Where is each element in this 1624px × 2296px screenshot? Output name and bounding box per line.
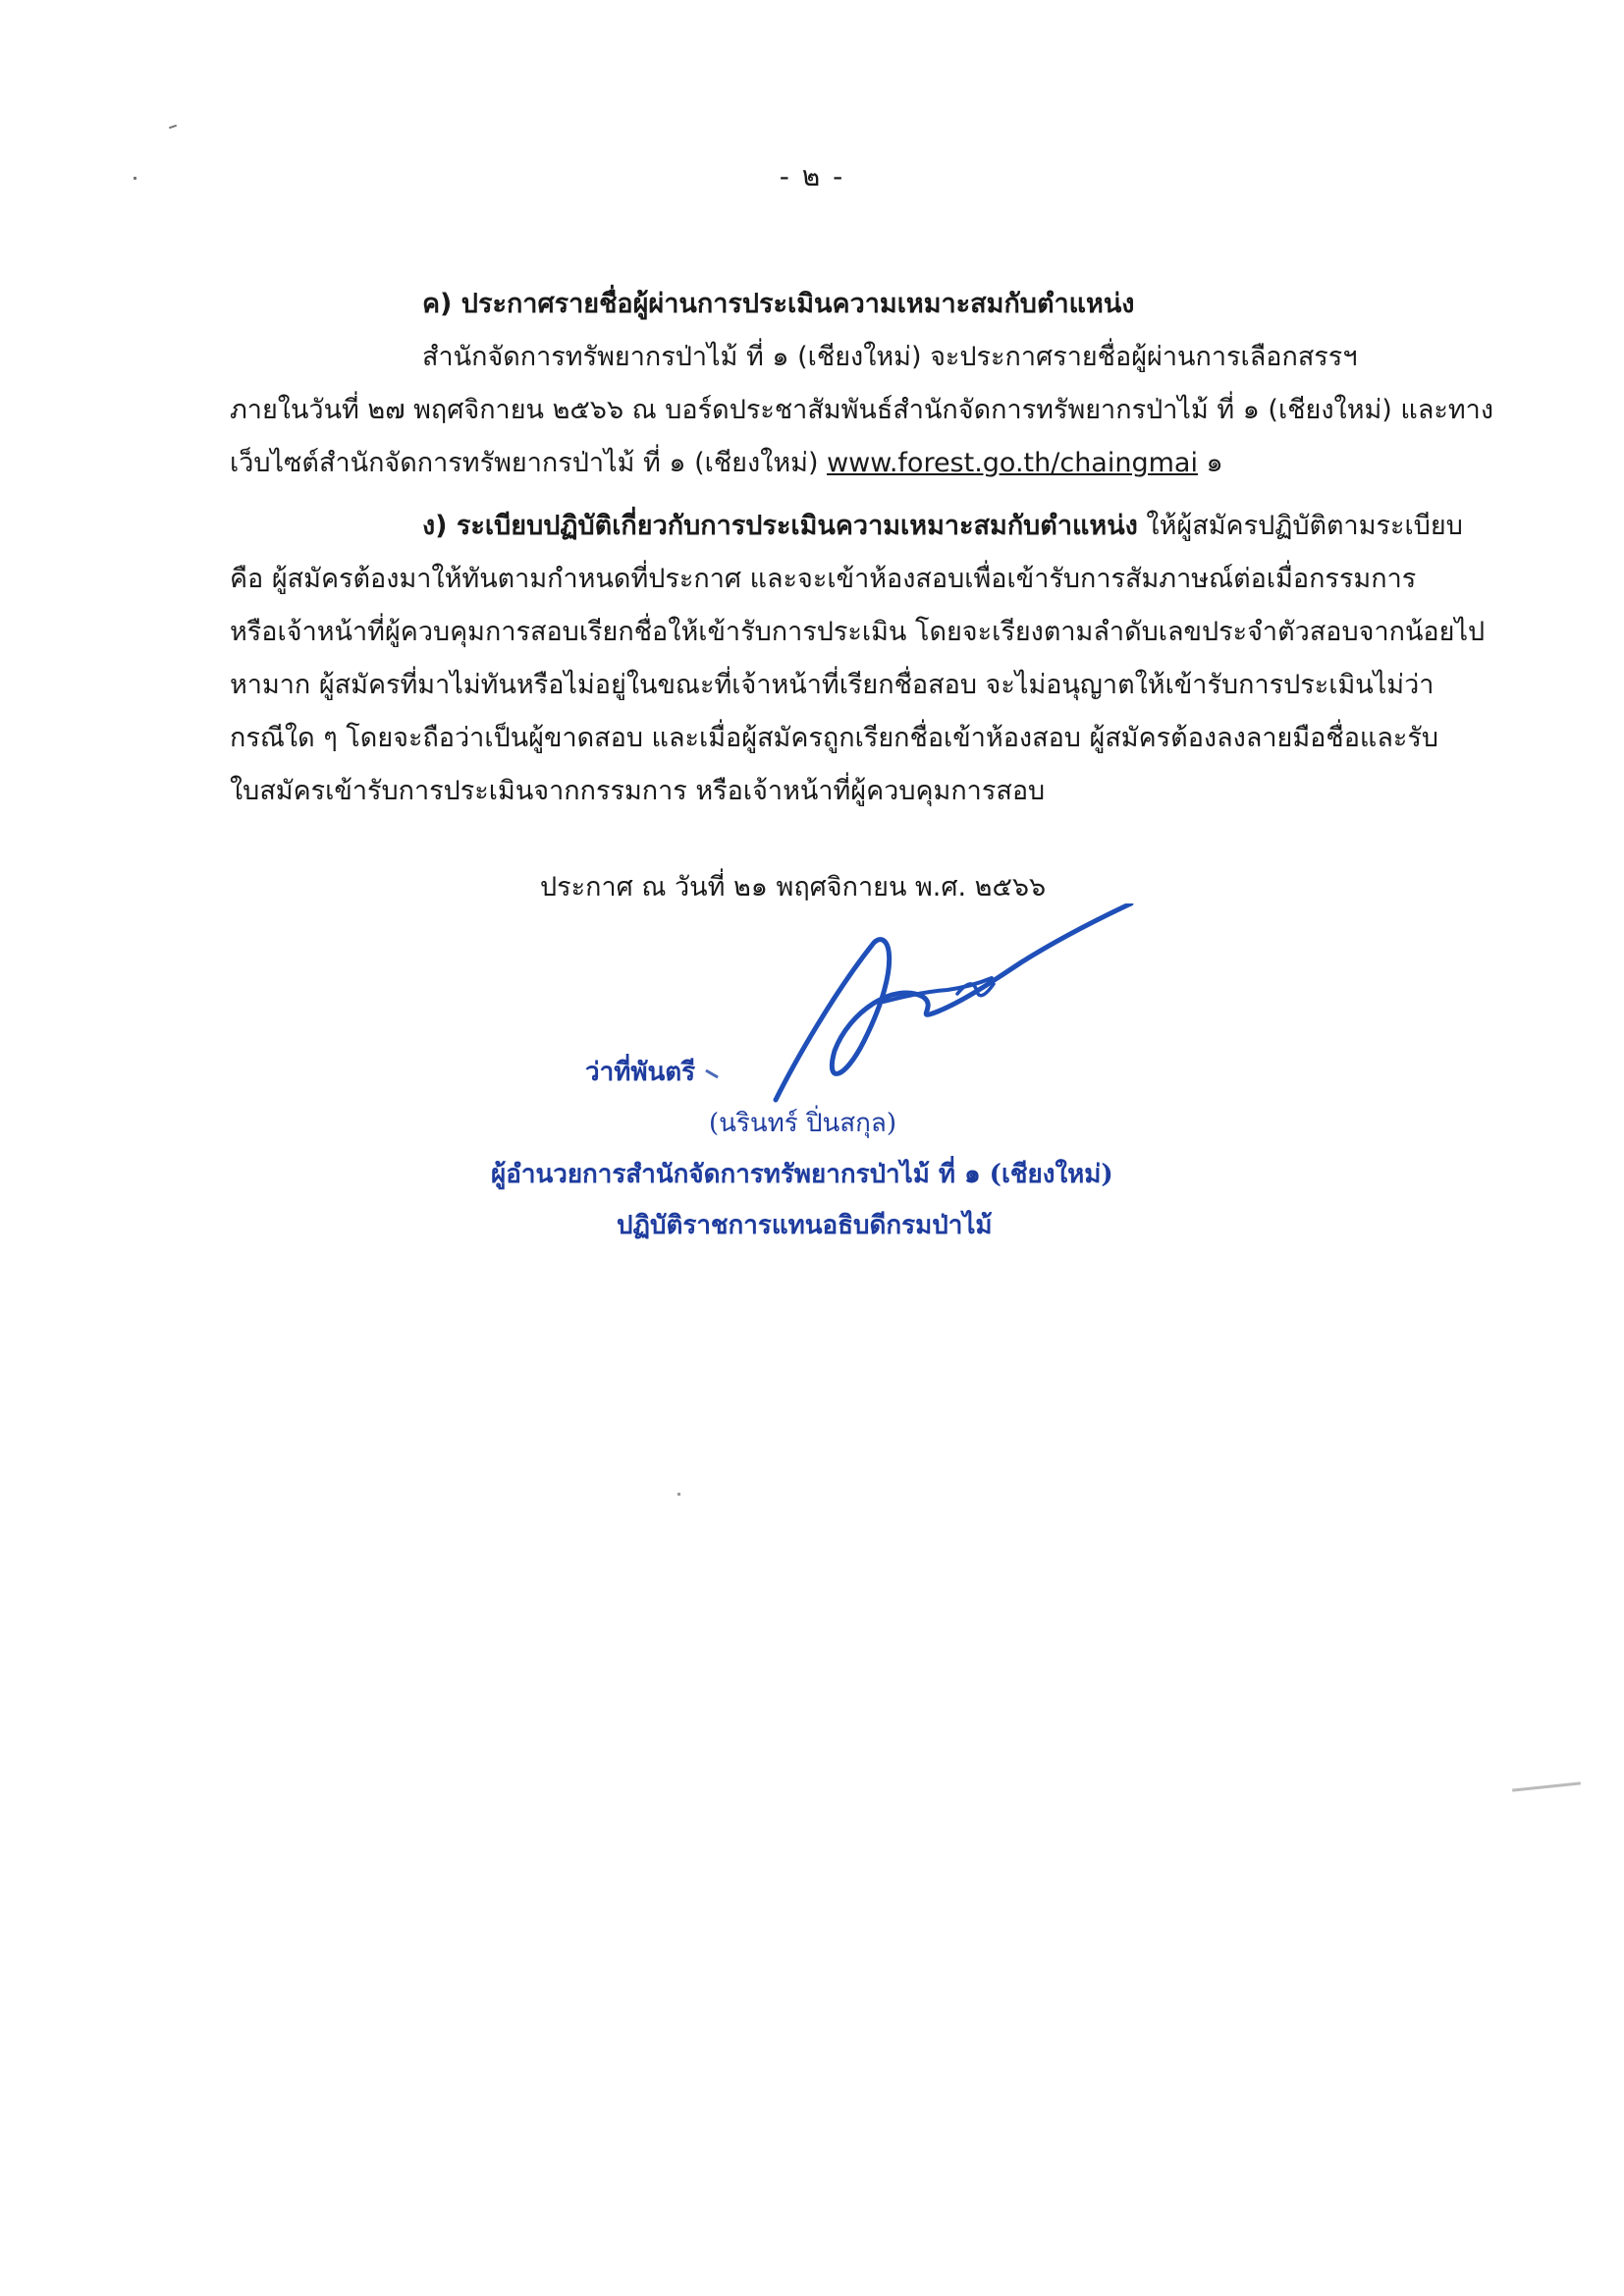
scan-speck (1512, 1781, 1581, 1791)
section-d-line-5: ใบสมัครเข้ารับการประเมินจากกรรมการ หรือเจ้าหน้าที่ผู้ควบคุมการสอบ (230, 776, 1046, 806)
section-d-line-4: กรณีใด ๆ โดยจะถือว่าเป็นผู้ขาดสอบ และเมื่อผู้สมัครถูกเรียกชื่อเข้าห้องสอบ ผู้สมัครต้องลงลายมือชื่อและรับ (230, 723, 1439, 753)
section-d-line-3: หามาก ผู้สมัครที่มาไม่ทันหรือไม่อยู่ในขณะที่เจ้าหน้าที่เรียกชื่อสอบ จะไม่อนุญาตให้เข้ารับการประเมินไม่ว่า (230, 670, 1435, 700)
section-c-line-1: สำนักจัดการทรัพยากรป่าไม้ ที่ ๑ (เชียงใหม่) จะประกาศรายชื่อผู้ผ่านการเลือกสรรฯ (422, 342, 1358, 372)
announcement-date: ประกาศ ณ วันที่ ๒๑ พฤศจิกายน พ.ศ. ๒๕๖๖ (540, 872, 1047, 902)
scan-speck (677, 1493, 680, 1496)
scan-speck (134, 177, 136, 180)
scan-speck (169, 125, 177, 130)
section-d-line-0 (422, 507, 1463, 546)
signatory-acting: ปฏิบัติราชการแทนอธิบดีกรมป่าไม้ (617, 1211, 993, 1240)
section-c-heading: ค) ประกาศรายชื่อผู้ผ่านการประเมินความเหมาะสมกับตำแหน่ง (422, 289, 1135, 319)
signatory-rank: ว่าที่พันตรี (585, 1058, 696, 1087)
signatory-name: (นรินทร์ ปิ่นสกุล) (709, 1109, 896, 1138)
signature-mark (766, 903, 1139, 1120)
section-c-line-3-text: เว็บไซต์สำนักจัดการทรัพยากรป่าไม้ ที่ ๑ (เชียงใหม่) (230, 448, 828, 478)
section-d-heading: ง) ระเบียบปฏิบัติเกี่ยวกับการประเมินความเหมาะสมกับตำแหน่ง (422, 511, 1138, 541)
section-d-line-2: หรือเจ้าหน้าที่ผู้ควบคุมการสอบเรียกชื่อให้เข้ารับการประเมิน โดยจะเรียงตามลำดับเลขประจำตัวสอบจากน้อยไป (230, 617, 1486, 647)
section-d-heading-rest: ให้ผู้สมัครปฏิบัติตามระเบียบ (1137, 511, 1463, 541)
pen-stroke-mark (705, 1069, 719, 1079)
section-d-line-1: คือ ผู้สมัครต้องมาให้ทันตามกำหนดที่ประกาศ และจะเข้าห้องสอบเพื่อเข้ารับการสัมภาษณ์ต่อเมื่อกรรมการ (230, 564, 1417, 594)
page-number: - ๒ - (779, 160, 845, 192)
forest-website-link[interactable]: www.forest.go.th/chaingmai (827, 448, 1198, 478)
signatory-title: ผู้อำนวยการสำนักจัดการทรัพยากรป่าไม้ ที่ ๑ (เชียงใหม่) (491, 1160, 1113, 1189)
section-c-line-3-suffix: ๑ (1197, 448, 1223, 478)
section-c-line-3 (230, 444, 1223, 483)
section-c-line-2: ภายในวันที่ ๒๗ พฤศจิกายน ๒๕๖๖ ณ บอร์ดประชาสัมพันธ์สำนักจัดการทรัพยากรป่าไม้ ที่ ๑ (เชียงใหม่) และทาง (230, 395, 1494, 425)
